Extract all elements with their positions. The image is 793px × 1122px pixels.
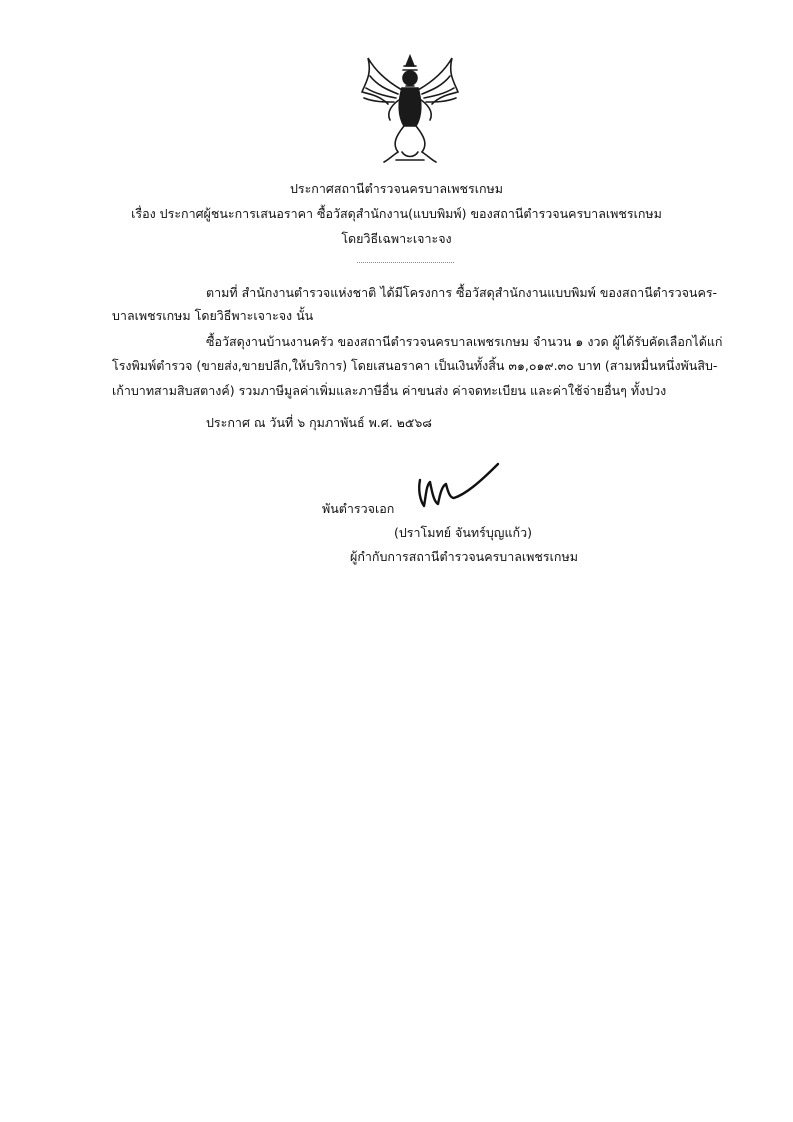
handwritten-signature-icon bbox=[414, 460, 504, 512]
divider bbox=[357, 262, 454, 263]
signer-position: ผู้กำกับการสถานีตำรวจนครบาลเพชรเกษม bbox=[350, 549, 578, 564]
signer-name: (ปราโมทย์ จันทร์บุญแก้ว) bbox=[394, 525, 532, 540]
paragraph-2-line-3: เก้าบาทสามสิบสตางค์) รวมภาษีมูลค่าเพิ่มและภาษีอื่น ค่าขนส่ง ค่าจดทะเบียน และค่าใช้จ่ายอื่นๆ ทั้งปวง bbox=[112, 383, 667, 398]
announcement-date: ประกาศ ณ วันที่ ๖ กุมภาพันธ์ พ.ศ. ๒๕๖๘ bbox=[206, 415, 432, 430]
document-title: ประกาศสถานีตำรวจนครบาลเพชรเกษม bbox=[289, 181, 504, 196]
paragraph-2-line-1: ซื้อวัสดุงานบ้านงานครัว ของสถานีตำรวจนครบาลเพชรเกษม จำนวน ๑ งวด ผู้ได้รับคัดเลือกได้แก่ bbox=[206, 334, 723, 349]
paragraph-2-line-2: โรงพิมพ์ตำรวจ (ขายส่ง,ขายปลีก,ให้บริการ) โดยเสนอราคา เป็นเงินทั้งสิ้น ๓๑,๐๑๙.๓๐ บาท (สามหมื่นหนึ่งพันสิบ- bbox=[112, 358, 718, 373]
paragraph-1-line-1: ตามที่ สำนักงานตำรวจแห่งชาติ ได้มีโครงการ ซื้อวัสดุสำนักงานแบบพิมพ์ ของสถานีตำรวจนคร- bbox=[206, 285, 718, 300]
signer-rank: พันตำรวจเอก bbox=[322, 501, 395, 516]
garuda-emblem-icon bbox=[358, 52, 462, 166]
paragraph-1-line-2: บาลเพชรเกษม โดยวิธีพาะเจาะจง นั้น bbox=[112, 308, 314, 323]
document-subject: เรื่อง ประกาศผู้ชนะการเสนอราคา ซื้อวัสดุสำนักงาน(แบบพิมพ์) ของสถานีตำรวจนครบาลเพชรเกษม bbox=[131, 206, 662, 221]
document-method: โดยวิธีเฉพาะเจาะจง bbox=[341, 231, 452, 246]
